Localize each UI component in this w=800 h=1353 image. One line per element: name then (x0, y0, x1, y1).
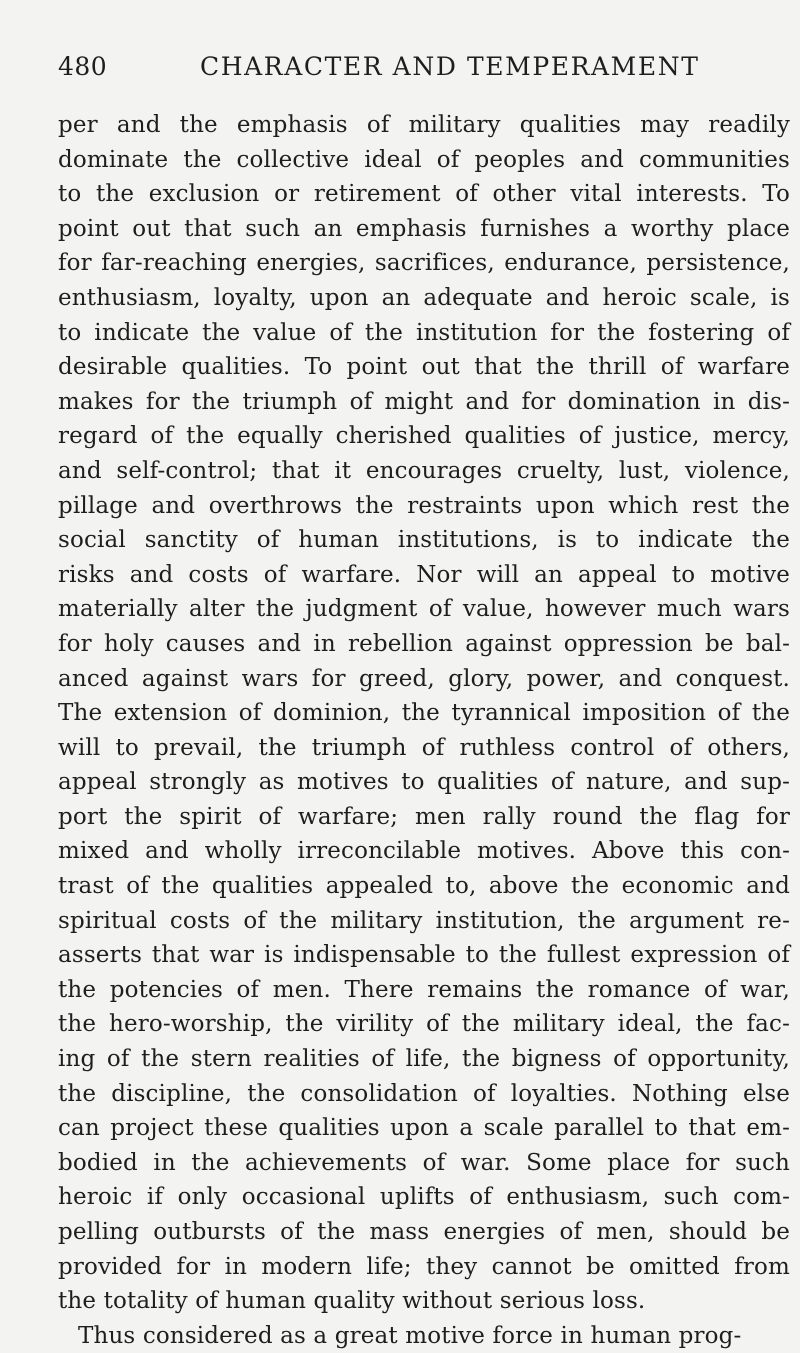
text-line: makes for the triumph of might and for domination in dis- (58, 388, 790, 415)
text-line: dominate the collective ideal of peoples and communities (58, 146, 790, 173)
text-line: mixed and wholly irreconcilable motives. Above this con- (58, 838, 790, 865)
text-line: can project these qualities upon a scale parallel to that em- (58, 1115, 790, 1142)
text-line: bodied in the achievements of war. Some place for such (58, 1149, 790, 1176)
text-line: port the spirit of warfare; men rally round the flag for (58, 803, 790, 830)
text-line: appeal strongly as motives to qualities of nature, and sup- (58, 769, 790, 796)
text-line: ing of the stern realities of life, the bigness of opportunity, (58, 1046, 790, 1073)
running-head-title: CHARACTER AND TEMPERAMENT (200, 52, 700, 81)
text-line: per and the emphasis of military qualities may readily (58, 112, 790, 138)
text-line: regard of the equally cherished qualities of justice, mercy, (58, 423, 790, 450)
text-line: will to prevail, the triumph of ruthless control of others, (58, 734, 790, 761)
text-line: risks and costs of warfare. Nor will an appeal to motive (58, 561, 790, 588)
running-head (58, 52, 758, 92)
text-line: the potencies of men. There remains the romance of war, (58, 976, 790, 1003)
page-number: 480 (58, 52, 108, 81)
text-line: to indicate the value of the institution for the fostering of (58, 319, 790, 346)
text-line: spiritual costs of the military institution, the argument re- (58, 907, 790, 934)
text-line: trast of the qualities appealed to, above the economic and (58, 873, 790, 900)
text-line: pelling outbursts of the mass energies of men, should be (58, 1219, 790, 1245)
text-line: provided for in modern life; they cannot be omitted from (58, 1253, 790, 1280)
text-line: and self-control; that it encourages cruelty, lust, violence, (58, 457, 790, 484)
text-line: social sanctity of human institutions, is to indicate the (58, 527, 790, 554)
text-line: to the exclusion or retirement of other vital interests. To (58, 181, 790, 208)
text-line: desirable qualities. To point out that the thrill of warfare (58, 354, 790, 381)
text-line: heroic if only occasional uplifts of enthusiasm, such com- (58, 1184, 790, 1211)
text-line: The extension of dominion, the tyrannical imposition of the (58, 700, 790, 727)
text-line: asserts that war is indispensable to the fullest expression of (58, 942, 790, 969)
text-line: Thus considered as a great motive force in human prog- (78, 1322, 742, 1349)
text-line: for holy causes and in rebellion against oppression be bal- (58, 630, 790, 657)
text-line: for far-reaching energies, sacrifices, endurance, persistence, (58, 250, 790, 277)
text-line: the discipline, the consolidation of loyalties. Nothing else (58, 1080, 790, 1107)
text-line: point out that such an emphasis furnishes a worthy place (58, 215, 790, 242)
body-text (58, 108, 790, 1353)
text-line: anced against wars for greed, glory, power, and conquest. (58, 665, 790, 692)
text-line: enthusiasm, loyalty, upon an adequate and heroic scale, is (58, 284, 790, 311)
text-line: pillage and overthrows the restraints upon which rest the (58, 492, 790, 519)
text-line: the hero-worship, the virility of the military ideal, the fac- (58, 1011, 790, 1038)
text-line: materially alter the judgment of value, however much wars (58, 596, 790, 623)
text-line: the totality of human quality without serious loss. (58, 1288, 646, 1315)
